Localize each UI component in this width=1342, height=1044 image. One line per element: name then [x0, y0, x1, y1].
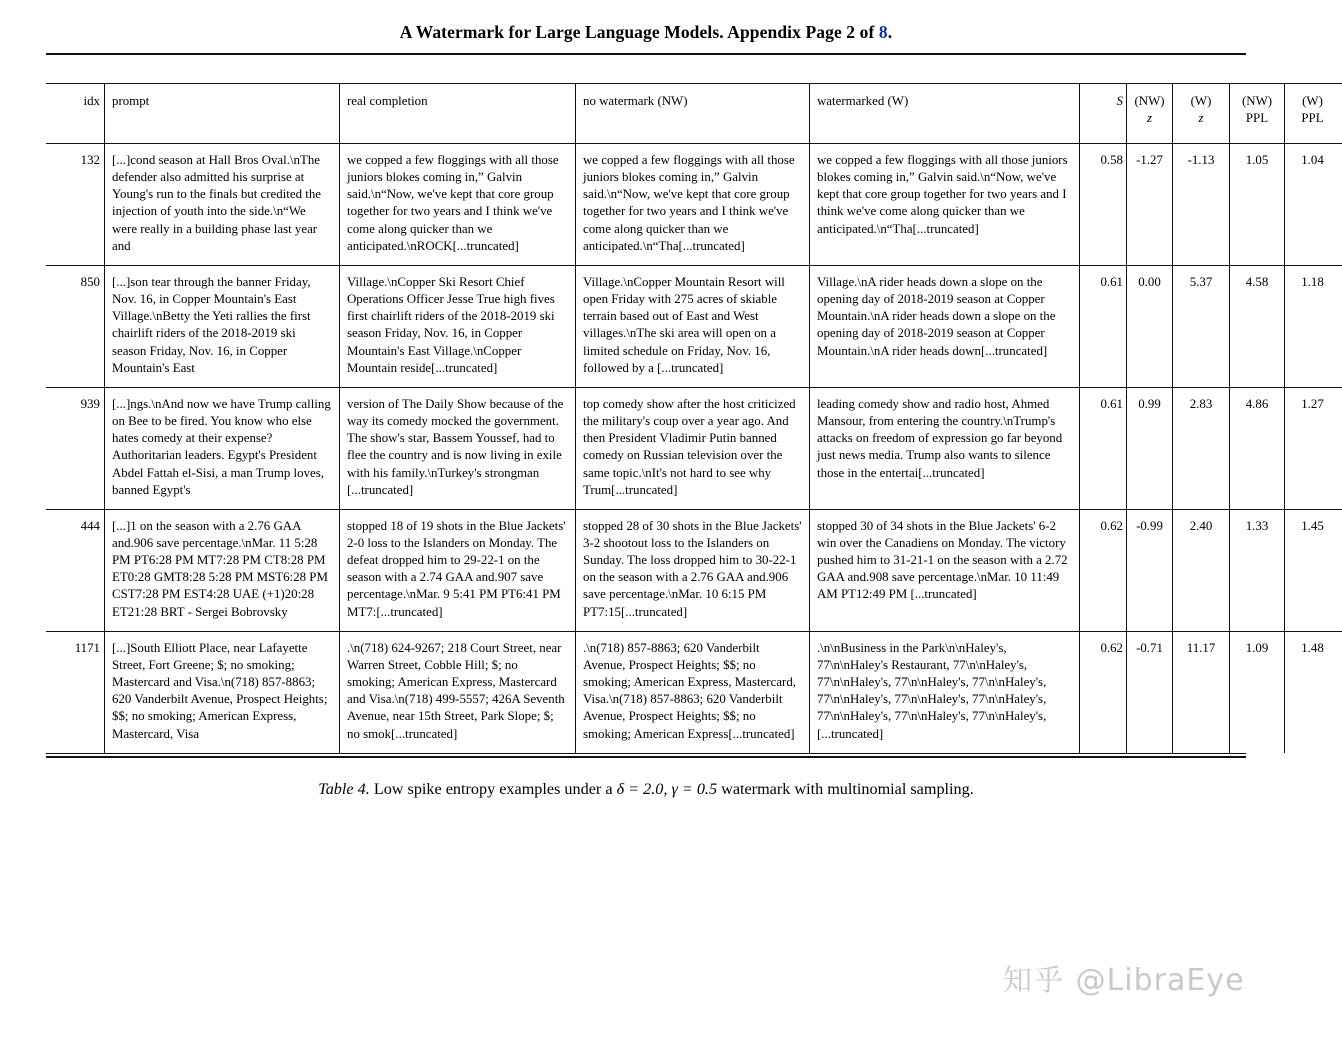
col-header-w-z-line2: z: [1198, 110, 1204, 125]
cell-s: 0.61: [1080, 265, 1127, 387]
cell-idx: 939: [46, 387, 105, 509]
cell-prompt: [...]ngs.\nAnd now we have Trump calling on Bee to be fired. You know who else hates comedy at their expense? Authoritarian leaders. Egypt's President Abdel Fattah el-Sisi, a man Trump loves, banned Egypt's: [105, 387, 340, 509]
col-header-nw-ppl-line1: (NW): [1241, 94, 1273, 108]
cell-watermarked: Village.\nA rider heads down a slope on the opening day of 2018-2019 season at Copper Mountain.\nA rider heads down a slope on the opening day of 2018-2019 season at Copper Mountain.\nA rider heads down[...truncated]: [810, 265, 1080, 387]
running-header-citation-link[interactable]: 8: [878, 22, 888, 42]
col-header-nw-z-line2: z: [1146, 110, 1153, 125]
running-header: [46, 0, 1246, 51]
cell-w-z: 2.40: [1173, 509, 1230, 631]
zhihu-watermark-overlay: [1003, 958, 1245, 999]
col-header-w-ppl: [1285, 84, 1342, 144]
cell-w-z: 2.83: [1173, 387, 1230, 509]
table-body: [46, 144, 1342, 753]
cell-prompt: [...]son tear through the banner Friday, Nov. 16, in Copper Mountain's East Village.\nBetty the Yeti rallies the first chairlift riders of the 2018-2019 ski season Friday, Nov. 16, in Copper Mountain's East: [105, 265, 340, 387]
cell-real-completion: we copped a few floggings with all those juniors blokes coming in,” Galvin said.\n“Now, we've kept that core group together for two years and I think we've come along quicker than we anticipated.\nROCK[...truncated]: [340, 144, 576, 266]
cell-s: 0.58: [1080, 144, 1127, 266]
col-header-idx: idx: [46, 84, 105, 144]
col-header-prompt: prompt: [105, 84, 340, 144]
cell-nw-z: 0.99: [1127, 387, 1173, 509]
cell-s: 0.62: [1080, 631, 1127, 752]
col-header-w-ppl-line1: (W): [1302, 94, 1323, 108]
cell-w-z: 11.17: [1173, 631, 1230, 752]
cell-w-z: -1.13: [1173, 144, 1230, 266]
caption-text-after: watermark with multinomial sampling.: [717, 779, 974, 798]
watermark-handle: @LibraEye: [1075, 963, 1245, 998]
cell-nw-z: 0.00: [1127, 265, 1173, 387]
col-header-nw-z-line1: (NW): [1134, 94, 1165, 108]
caption-delta-value: δ = 2.0,: [616, 779, 668, 798]
col-header-w-ppl-line2: PPL: [1301, 110, 1324, 125]
col-header-w-z-line1: (W): [1190, 94, 1212, 108]
table-4-container: [46, 83, 1324, 758]
col-header-no-watermark: no watermark (NW): [576, 84, 810, 144]
cell-idx: 132: [80, 153, 100, 167]
watermark-cjk-text: 知乎: [1003, 963, 1066, 997]
cell-prompt: [...]South Elliott Place, near Lafayette Street, Fort Greene; $; no smoking; Mastercard and Visa.\n(718) 857-8863; 620 Vanderbilt Avenue, Prospect Heights; $$; no smoking; American Express, Mastercard, Visa: [105, 631, 340, 752]
caption-label: Table 4.: [318, 779, 370, 798]
cell-nw-z: -1.27: [1127, 144, 1173, 266]
cell-real-completion: version of The Daily Show because of the way its comedy mocked the government. The show's star, Bassem Youssef, had to flee the country and is now living in exile with his family.\nTurkey's strongman [...truncated]: [340, 387, 576, 509]
cell-nw-z: -0.71: [1127, 631, 1173, 752]
col-header-w-z: [1173, 84, 1230, 144]
cell-no-watermark: top comedy show after the host criticized the military's coup over a year ago. And then President Vladimir Putin banned comedy on Russian television over the same topic.\nIt's not hard to see why Trum[...truncated]: [576, 387, 810, 509]
cell-idx: 1171: [46, 631, 105, 752]
table-caption: [46, 779, 1246, 801]
cell-prompt: [...]1 on the season with a 2.76 GAA and.906 save percentage.\nMar. 11 5:28 PM PT6:28 PM MT7:28 PM CT8:28 PM ET0:28 GMT8:28 5:28 PM MST6:28 PM CST7:28 PM EST4:28 UAE (+1)20:28 ET21:28 BRT - Sergei Bobrovsky: [105, 509, 340, 631]
cell-nw-ppl: 1.33: [1230, 509, 1285, 631]
table-row: [46, 387, 1342, 509]
table-header: [46, 84, 1342, 144]
cell-w-ppl: 1.04: [1285, 144, 1342, 266]
table-row: [46, 631, 1342, 752]
cell-watermarked: we copped a few floggings with all those juniors blokes coming in,” Galvin said.\n“Now, we've kept that core group together for two years and I think we've come along quicker than we anticipated.\n“Tha[...truncated]: [810, 144, 1080, 266]
table-bottom-divider: [46, 753, 1246, 758]
cell-no-watermark: .\n(718) 857-8863; 620 Vanderbilt Avenue, Prospect Heights; $$; no smoking; American Express, Mastercard, Visa.\n(718) 857-8863; 620 Vanderbilt Avenue, Prospect Heights; $$; no smoking; American Express[...truncated]: [576, 631, 810, 752]
cell-idx: 850: [46, 265, 105, 387]
col-header-nw-z: [1127, 84, 1173, 144]
running-header-title-end: .: [887, 22, 893, 42]
col-header-nw-ppl: [1230, 84, 1285, 144]
running-header-title: A Watermark for Large Language Models. Appendix Page 2 of: [399, 22, 879, 42]
col-header-real-completion: real completion: [340, 84, 576, 144]
table-row: [46, 265, 1342, 387]
cell-nw-ppl: 1.09: [1230, 631, 1285, 752]
cell-real-completion: Village.\nCopper Ski Resort Chief Operations Officer Jesse True high fives first chairlift riders of the 2018-2019 ski season Friday, Nov. 16, in Copper Mountain's East Village.\nCopper Mountain reside[...truncated]: [340, 265, 576, 387]
cell-idx: 444: [46, 509, 105, 631]
col-header-s: S: [1080, 84, 1127, 144]
cell-w-ppl: 1.27: [1285, 387, 1342, 509]
caption-gamma-value: γ = 0.5: [667, 779, 718, 798]
table-row: [46, 509, 1342, 631]
cell-watermarked: .\n\nBusiness in the Park\n\nHaley's, 77\n\nHaley's Restaurant, 77\n\nHaley's, 77\n\nHaley's, 77\n\nHaley's, 77\n\nHaley's, 77\n\nHaley's, 77\n\nHaley's, 77\n\nHaley's, 77\n\nHaley's, 77\n\nHaley's, 77\n\nHaley's,[...truncated]: [810, 631, 1080, 752]
cell-nw-ppl: 4.58: [1230, 265, 1285, 387]
cell-no-watermark: stopped 28 of 30 shots in the Blue Jackets' 3-2 shootout loss to the Islanders on Sunday. The loss dropped him to 30-22-1 on the season with a 2.76 GAA and.906 save percentage.\nMar. 10 6:15 PM PT7:15[...truncated]: [576, 509, 810, 631]
cell-s: 0.61: [1080, 387, 1127, 509]
cell-watermarked: stopped 30 of 34 shots in the Blue Jackets' 6-2 win over the Canadiens on Monday. The victory pushed him to 31-21-1 on the season with a 2.72 GAA and.908 save percentage.\nMar. 10 11:49 AM PT12:49 PM [...truncated]: [810, 509, 1080, 631]
table-header-row: [46, 84, 1342, 144]
col-header-watermarked: watermarked (W): [810, 84, 1080, 144]
table-row: [46, 144, 1342, 266]
cell-no-watermark: Village.\nCopper Mountain Resort will open Friday with 275 acres of skiable terrain based out of East and West villages.\nThe ski area will open on a limited schedule on Friday, Nov. 16, followed by a [...truncated]: [576, 265, 810, 387]
cell-nw-z: -0.99: [1127, 509, 1173, 631]
cell-no-watermark: we copped a few floggings with all those juniors blokes coming in,” Galvin said.\n“Now, we've kept that core group together for two years and I think we've come along quicker than we anticipated.\n“Tha[...truncated]: [576, 144, 810, 266]
caption-text-before: Low spike entropy examples under a: [369, 779, 617, 798]
cell-nw-ppl: 1.05: [1230, 144, 1285, 266]
cell-real-completion: stopped 18 of 19 shots in the Blue Jackets' 2-0 loss to the Islanders on Monday. The defeat dropped him to 29-22-1 on the season with a 2.74 GAA and.907 save percentage.\nMar. 9 5:41 PM PT6:41 PM MT7:[...truncated]: [340, 509, 576, 631]
results-table: [46, 83, 1342, 753]
cell-w-ppl: 1.48: [1285, 631, 1342, 752]
cell-w-ppl: 1.45: [1285, 509, 1342, 631]
cell-real-completion: .\n(718) 624-9267; 218 Court Street, near Warren Street, Cobble Hill; $; no smoking; American Express, Mastercard and Visa.\n(718) 499-5557; 426A Seventh Avenue, near 15th Street, Park Slope; $; no smok[...truncated]: [340, 631, 576, 752]
cell-nw-ppl: 4.86: [1230, 387, 1285, 509]
cell-s: 0.62: [1080, 509, 1127, 631]
cell-prompt: [...]cond season at Hall Bros Oval.\nThe defender also admitted his surprise at Young's run to the finals but credited the injection of youth into the side.\n“We were really in a building phase last year and: [105, 144, 340, 266]
cell-w-z: 5.37: [1173, 265, 1230, 387]
cell-watermarked: leading comedy show and radio host, Ahmed Mansour, from entering the country.\nTrump's attacks on freedom of expression go far beyond just news media. Trump also wants to silence those in the entertai[...truncated]: [810, 387, 1080, 509]
cell-w-ppl: 1.18: [1285, 265, 1342, 387]
header-divider: [46, 53, 1246, 55]
col-header-nw-ppl-line2: PPL: [1245, 110, 1269, 125]
